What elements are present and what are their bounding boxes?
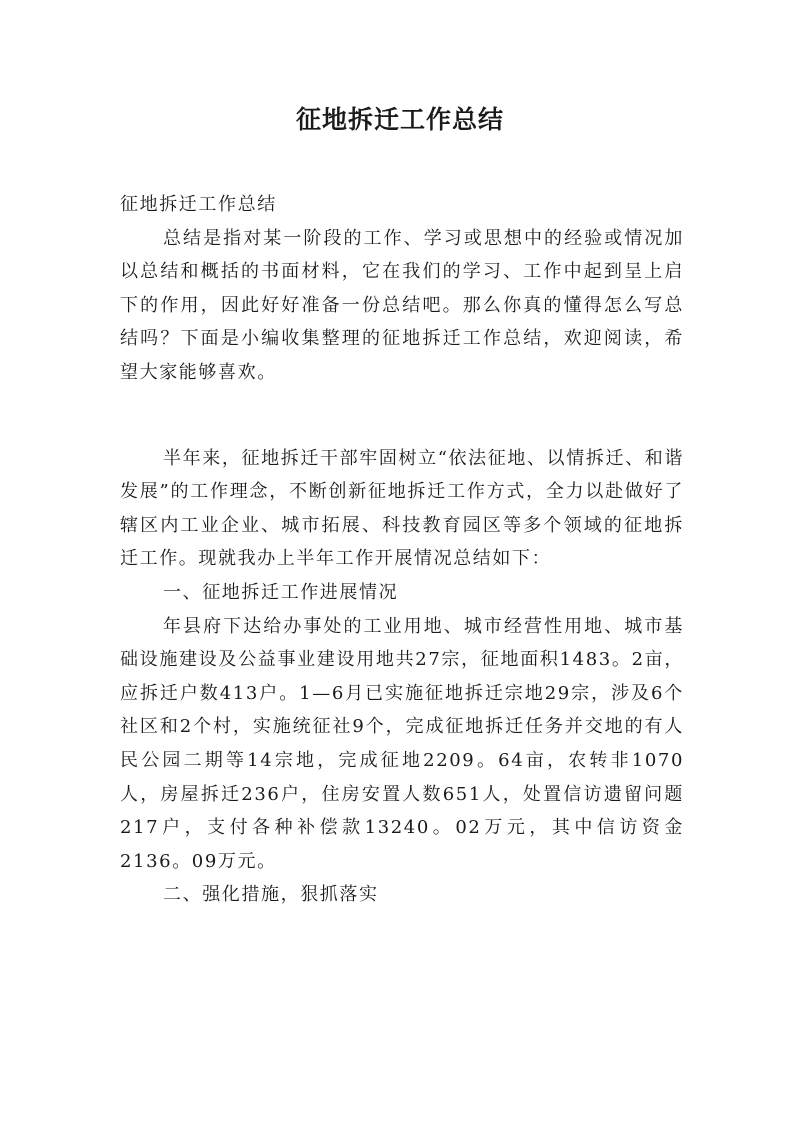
intro-paragraph: 总结是指对某一阶段的工作、学习或思想中的经验或情况加以总结和概括的书面材料，它在我们的学习、工作中起到呈上启下的作用，因此好好准备一份总结吧。那么你真的懂得怎么写总结吗？下面是小编收集整理的征地拆迁工作总结，欢迎阅读，希望大家能够喜欢。 — [120, 227, 684, 383]
summary-paragraph: 半年来，征地拆迁干部牢固树立“依法征地、以情拆迁、和谐发展”的工作理念，不断创新征地拆迁工作方式，全力以赴做好了辖区内工业企业、城市拓展、科技教育园区等多个领域的征地拆迁工作。现就我办上半年工作开展情况总结如下： — [120, 447, 684, 570]
document-title: 征地拆迁工作总结 — [295, 105, 504, 134]
section-1-paragraph: 年县府下达给办事处的工业用地、城市经营性用地、城市基础设施建设及公益事业建设用地共27宗，征地面积1483。2亩，应拆迁户数413户。1—6月已实施征地拆迁宗地29宗，涉及6个社区和2个村，实施统征社9个，完成征地拆迁任务并交地的有人民公园二期等14宗地，完成征地2209。64亩，农转非1070人，房屋拆迁236户，住房安置人数651人，处置信访遗留问题217户，支付各种补偿款13240。02万元，其中信访资金2136。09万元。 — [120, 615, 684, 872]
section-1-heading: 一、征地拆迁工作进展情况 — [163, 581, 399, 603]
document-subtitle: 征地拆迁工作总结 — [120, 194, 277, 215]
section-2-heading: 二、强化措施，狠抓落实 — [163, 884, 379, 906]
paragraph-spacer — [120, 390, 684, 442]
document-body — [120, 188, 684, 912]
